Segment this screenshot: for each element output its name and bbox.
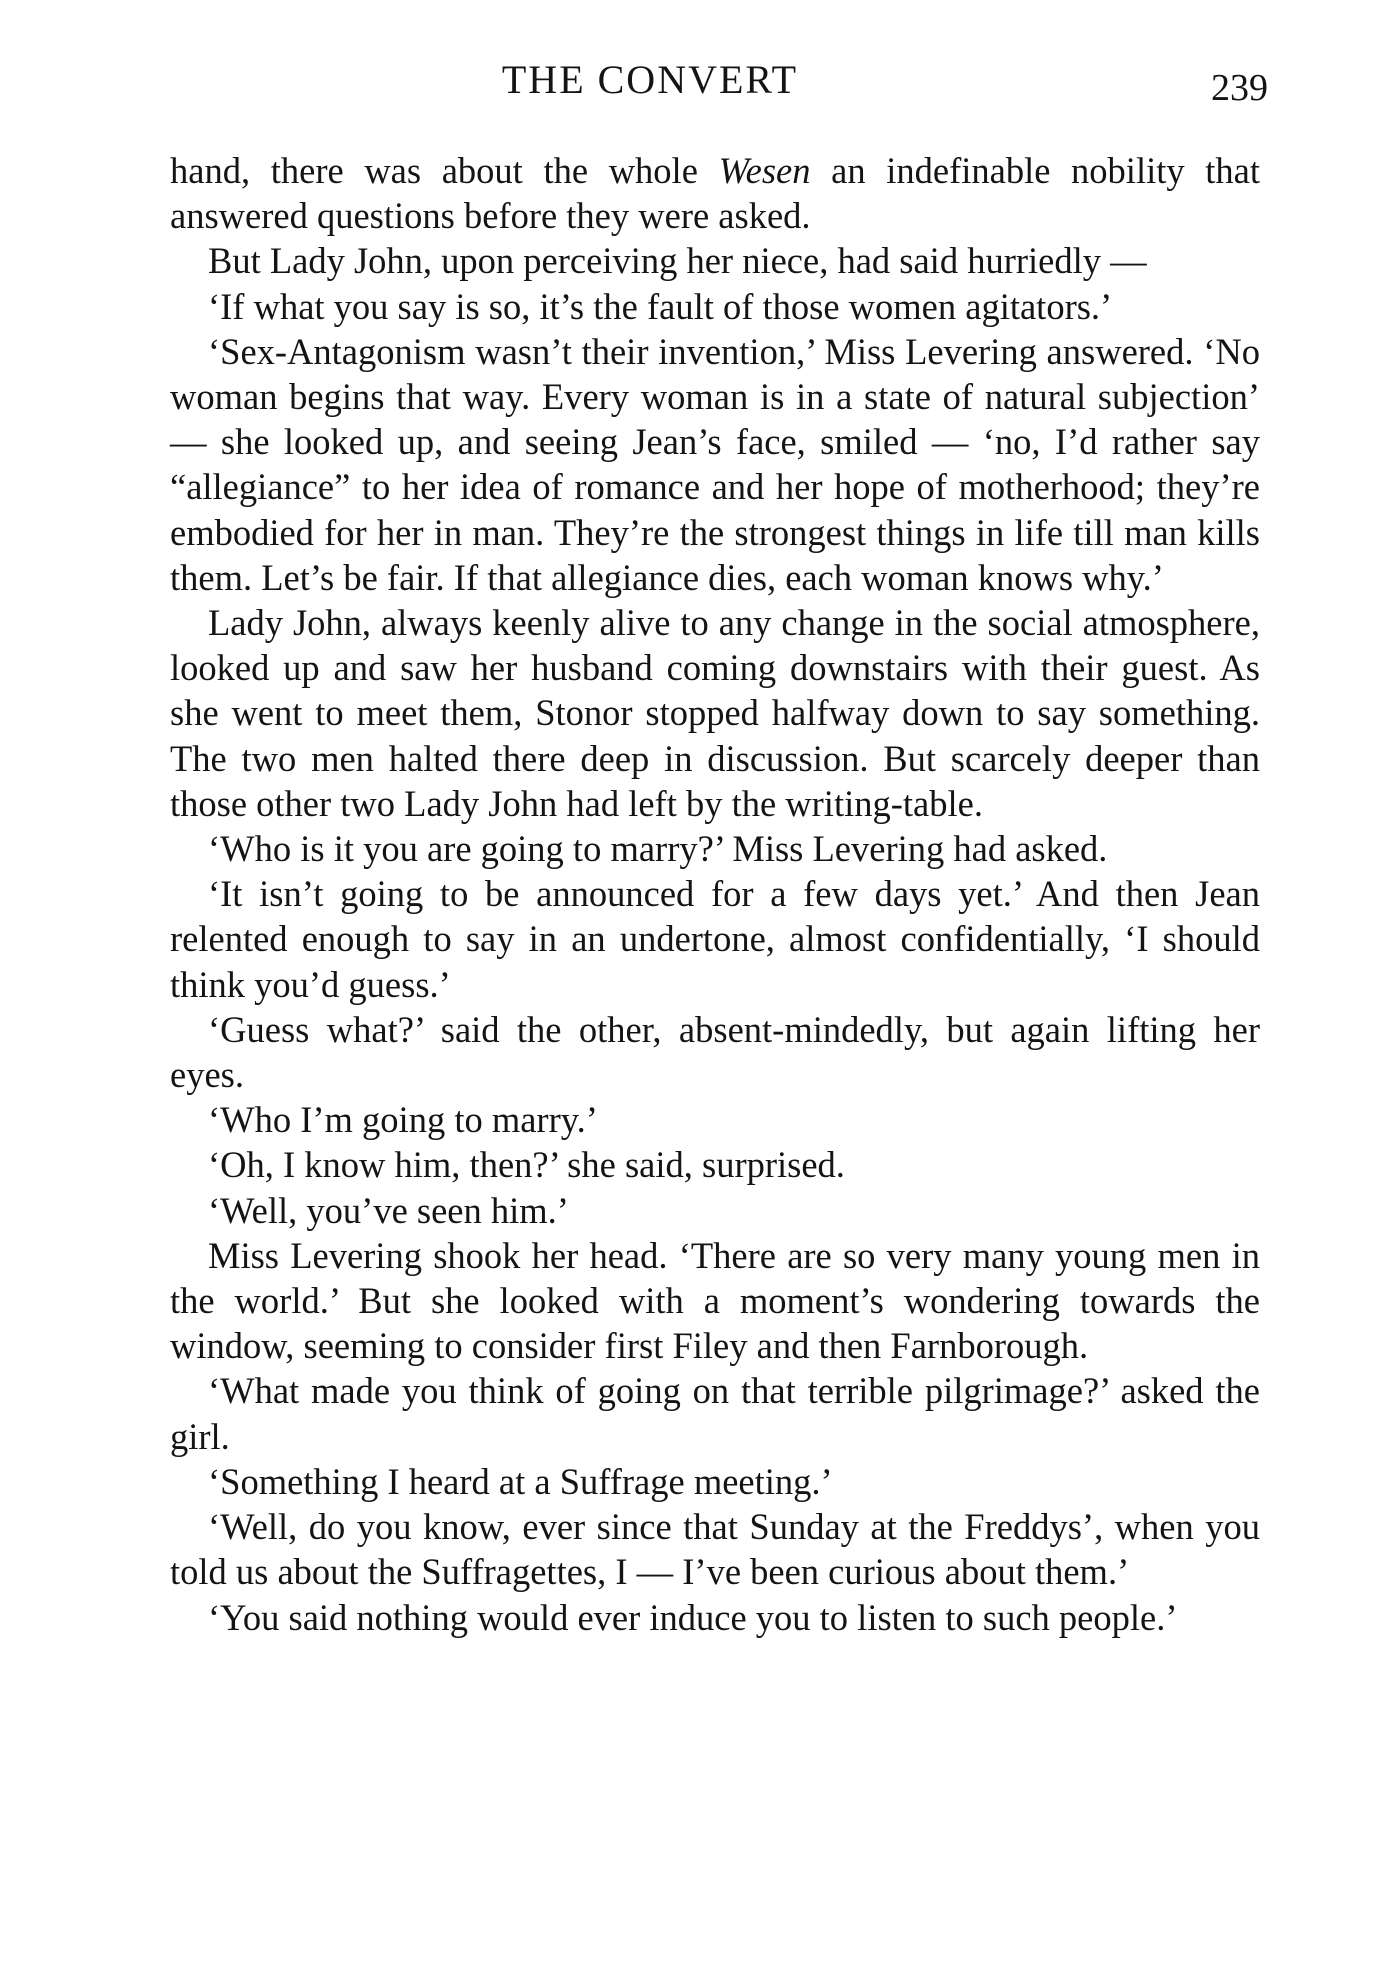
paragraph (170, 1142, 1260, 1187)
page-number: 239 (1211, 67, 1268, 109)
text-run: hand, there was about the whole (170, 150, 719, 191)
text-run: ‘What made you think of going on that terrible pilgrimage?’ asked the girl. (170, 1370, 1260, 1457)
paragraph (170, 284, 1260, 329)
italic-text: Wesen (718, 150, 811, 191)
text-run: But Lady John, upon perceiving her niece, had said hurriedly — (208, 240, 1147, 282)
text-run: ‘Guess what?’ said the other, absent-mindedly, but again lifting her eyes. (170, 1008, 1260, 1096)
paragraph (170, 1459, 1260, 1504)
paragraph (170, 1007, 1260, 1097)
paragraph (170, 1368, 1260, 1458)
text-run: ‘You said nothing would ever induce you to listen to such people.’ (208, 1596, 1178, 1638)
text-run: ‘Well, you’ve seen him.’ (208, 1189, 569, 1231)
text-run: ‘Something I heard at a Suffrage meeting.’ (208, 1460, 833, 1502)
paragraph (170, 600, 1260, 826)
text-run: an indefinable nobility that answered questions before they were asked. (170, 150, 1260, 237)
text-run: ‘Oh, I know him, then?’ she said, surprised. (208, 1144, 845, 1186)
text-run: ‘It isn’t going to be announced for a few days yet.’ And then Jean relented enough to say in an undertone, almost confidentially, ‘I should think you’d guess.’ (170, 873, 1260, 1005)
paragraph (170, 1097, 1260, 1142)
body-text (170, 148, 1260, 1640)
running-header (0, 56, 1376, 109)
paragraph (170, 871, 1260, 1007)
paragraph (170, 1504, 1260, 1594)
paragraph (170, 148, 1260, 238)
text-run: ‘Who is it you are going to marry?’ Miss Levering had asked. (208, 828, 1108, 870)
text-run: ‘Who I’m going to marry.’ (208, 1099, 598, 1141)
text-run: ‘Sex-Antagonism wasn’t their invention,’ Miss Levering answered. ‘No woman begins that way. Every woman is in a state of natural subjection’ — she looked up, and seeing Jean’s face, smiled — ‘no, I’d rather say “allegiance” to her idea of romance and her hope of motherhood; they’re embodied for her in man. They’re the strongest things in life till man kills them. Let’s be fair. If that allegiance dies, each woman knows why.’ (170, 330, 1260, 598)
paragraph (170, 1595, 1260, 1640)
paragraph (170, 329, 1260, 600)
paragraph (170, 1188, 1260, 1233)
text-run: Miss Levering shook her head. ‘There are so very many young men in the world.’ But she looked with a moment’s wondering towards the window, seeming to consider first Filey and then Farnborough. (170, 1234, 1260, 1367)
text-run: Lady John, always keenly alive to any change in the social atmosphere, looked up and saw her husband coming downstairs with their guest. As she went to meet them, Stonor stopped halfway down to say something. The two men halted there deep in discussion. But scarcely deeper than those other two Lady John had left by the writing-table. (170, 602, 1260, 824)
running-title: THE CONVERT (501, 57, 799, 102)
paragraph (170, 238, 1260, 283)
text-run: ‘Well, do you know, ever since that Sunday at the Freddys’, when you told us about the Suffragettes, I — I’ve been curious about them.’ (170, 1506, 1260, 1593)
text-run: ‘If what you say is so, it’s the fault of those women agitators.’ (208, 285, 1113, 327)
paragraph (170, 1233, 1260, 1369)
paragraph (170, 826, 1260, 871)
